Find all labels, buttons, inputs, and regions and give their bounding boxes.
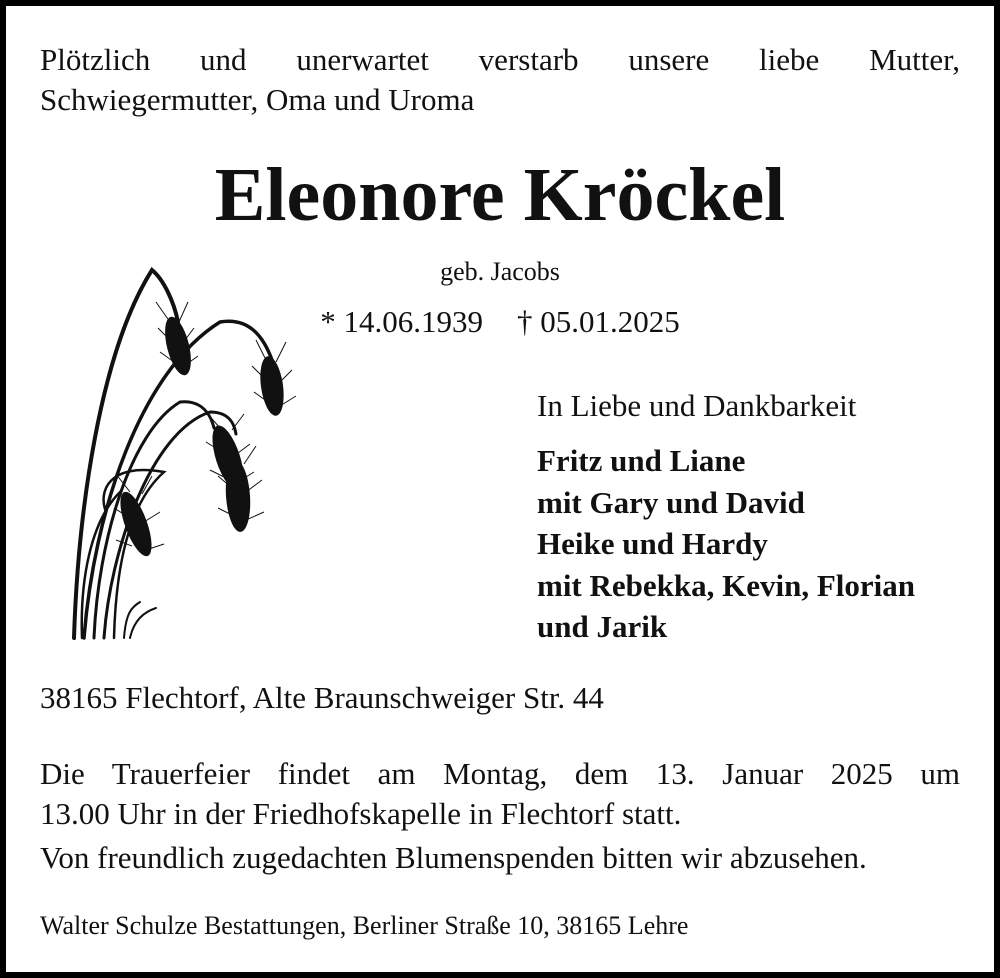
intro-line-2: Schwiegermutter, Oma und Uroma [40,82,475,117]
undertaker-info: Walter Schulze Bestattungen, Berliner Straße 10, 38165 Lehre [40,911,689,940]
list-item: Fritz und Liane [537,443,746,478]
death-date: † 05.01.2025 [517,304,680,339]
birth-date: * 14.06.1939 [320,304,483,339]
intro-line-1: Plötzlich und unerwartet verstarb unsere liebe Mutter, [40,42,960,77]
list-item: mit Gary und David [537,484,805,520]
list-item: Heike und Hardy [537,526,768,561]
home-address: 38165 Flechtorf, Alte Braunschweiger Str. 44 [40,680,604,715]
thanks-heading: In Liebe und Dankbarkeit [537,388,857,423]
list-item: mit Rebekka, Kevin, Florian [537,567,916,603]
mourners-list [537,440,977,648]
wheat-icon [60,262,300,642]
list-item: und Jarik [537,609,668,644]
maiden-name: geb. Jacobs [440,257,560,286]
ceremony-line-2: 13.00 Uhr in der Friedhofskapelle in Flechtorf statt. [40,796,682,831]
life-dates [280,302,720,342]
flowers-note: Von freundlich zugedachten Blumenspenden bitten wir abzusehen. [40,840,867,875]
deceased-name: Eleonore Kröckel [214,153,786,237]
intro-text [40,40,960,120]
ceremony-info [40,754,960,834]
ceremony-line-1: Die Trauerfeier findet am Montag, dem 13. Januar 2025 um [40,756,960,791]
